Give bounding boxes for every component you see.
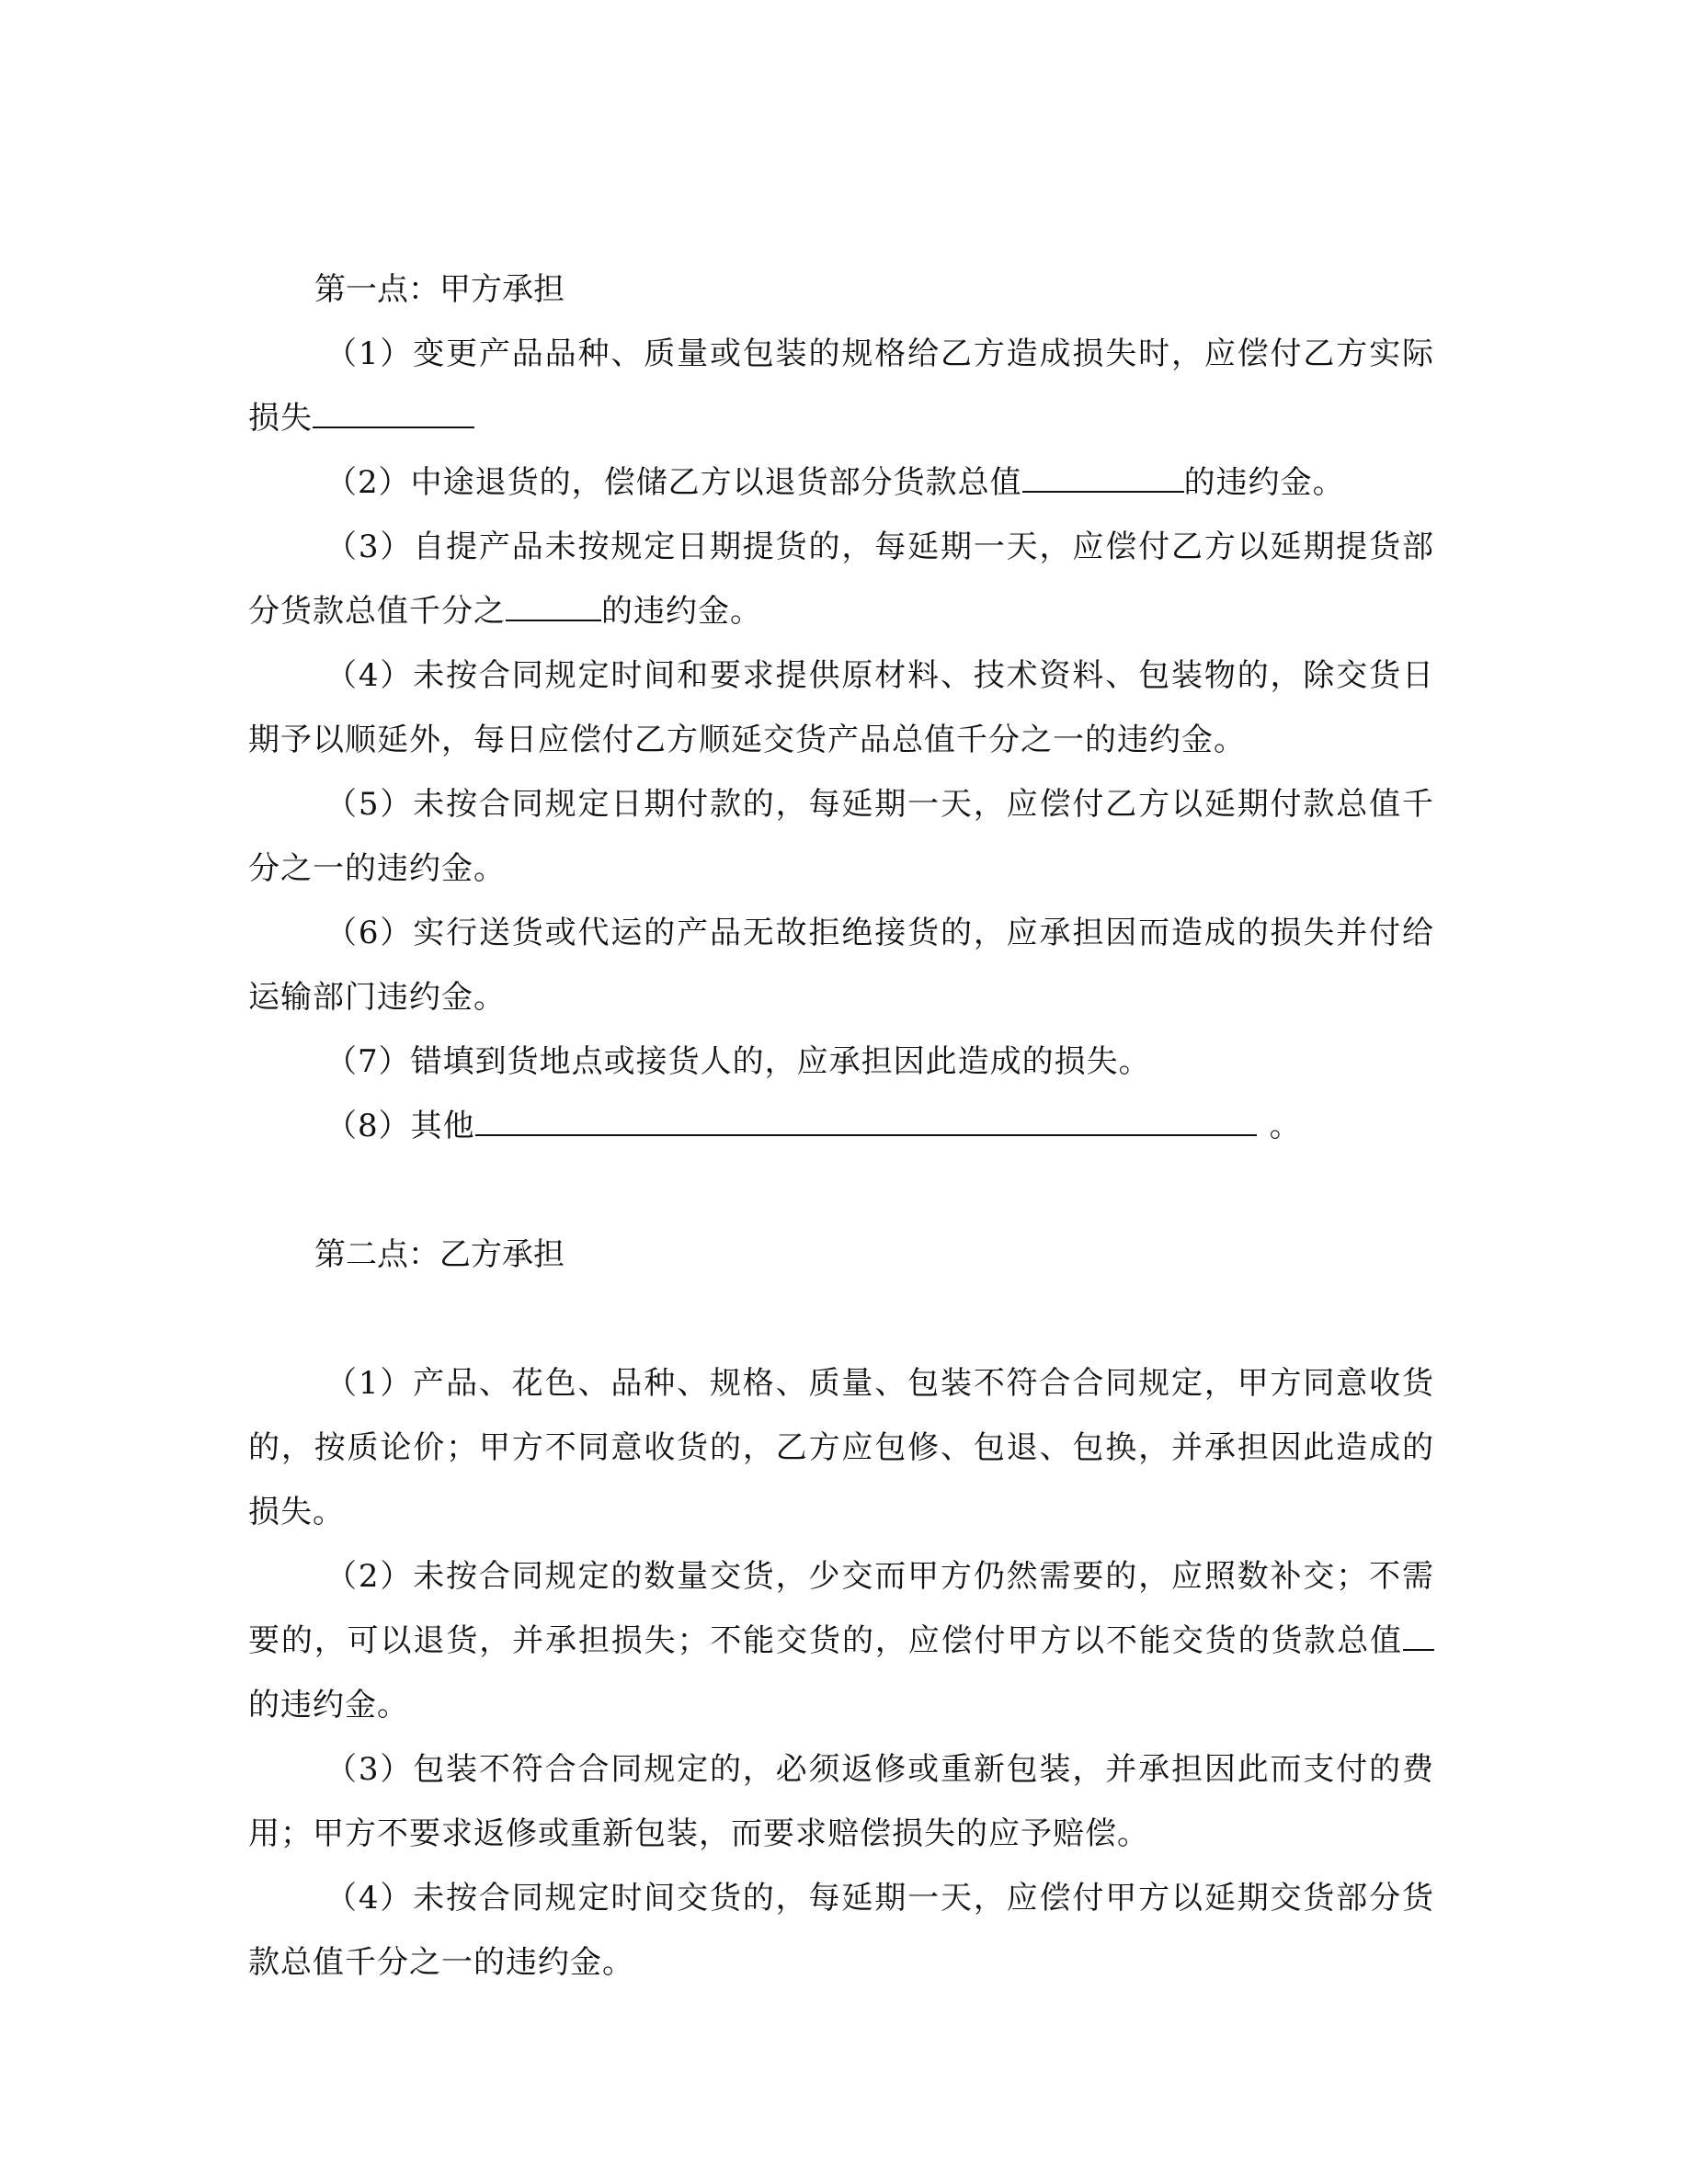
clause-a-3 [248,515,1434,643]
clause-a-2 [248,450,1434,515]
clause-text: （6）实行送货或代运的产品无故拒绝接货的，应承担因而造成的损失并付给运输部门违约金。 [248,915,1434,1016]
clause-text: （2）未按合同规定的数量交货，少交而甲方仍然需要的，应照数补交；不需要的，可以退货，并承担损失；不能交货的，应偿付甲方以不能交货的货款总值 [248,1558,1434,1659]
clause-a-6 [248,901,1434,1029]
clause-b-2 [248,1544,1434,1737]
clause-text: （4）未按合同规定时间和要求提供原材料、技术资料、包装物的，除交货日期予以顺延外，每日应偿付乙方顺延交货产品总值千分之一的违约金。 [248,657,1434,758]
clause-a-4 [248,643,1434,772]
clause-b-1 [248,1351,1434,1544]
section-heading-party-a: 第一点：甲方承担 [314,271,565,308]
clause-text: （1）变更产品品种、质量或包装的规格给乙方造成损失时，应偿付乙方实际损失 [248,336,1434,437]
spacer [248,1158,1434,1223]
clause-text-after: 的违约金。 [1183,464,1345,501]
clause-b-3 [248,1737,1434,1866]
clause-text: （2）中途退货的，偿储乙方以退货部分货款总值 [325,464,1022,501]
fill-in-blank[interactable] [313,390,474,428]
fill-in-blank[interactable] [475,1098,1257,1136]
document-page [248,257,1434,1995]
clause-text: （1）产品、花色、品种、规格、质量、包装不符合合同规定，甲方同意收货的，按质论价；甲方不同意收货的，乙方应包修、包退、包换，并承担因此造成的损失。 [248,1365,1434,1530]
clause-a-5 [248,772,1434,901]
clause-text-after: 的违约金。 [248,1687,409,1723]
clause-a-8 [248,1094,1434,1158]
clause-text: （3）自提产品未按规定日期提货的，每延期一天，应偿付乙方以延期提货部分货款总值千分之 [248,529,1434,630]
fill-in-blank[interactable] [506,583,601,621]
clause-text: （5）未按合同规定日期付款的，每延期一天，应偿付乙方以延期付款总值千分之一的违约金。 [248,786,1434,887]
clause-b-4 [248,1866,1434,1995]
spacer [248,1287,1434,1351]
clause-a-1 [248,322,1434,450]
clause-text-after: 。 [1269,1108,1302,1144]
fill-in-blank[interactable] [1403,1612,1434,1651]
clause-text: （3）包装不符合合同规定的，必须返修或重新包装，并承担因此而支付的费用；甲方不要求返修或重新包装，而要求赔偿损失的应予赔偿。 [248,1751,1434,1852]
clause-text: （4）未按合同规定时间交货的，每延期一天，应偿付甲方以延期交货部分货款总值千分之一的违约金。 [248,1880,1434,1981]
clause-text: （7）错填到货地点或接货人的，应承担因此造成的损失。 [325,1043,1151,1080]
fill-in-blank[interactable] [1022,454,1184,493]
clause-text-after: 的违约金。 [601,593,762,630]
clause-a-7 [248,1029,1434,1094]
clause-text: （8）其他 [325,1108,475,1144]
section-heading-party-b: 第二点：乙方承担 [314,1236,565,1273]
